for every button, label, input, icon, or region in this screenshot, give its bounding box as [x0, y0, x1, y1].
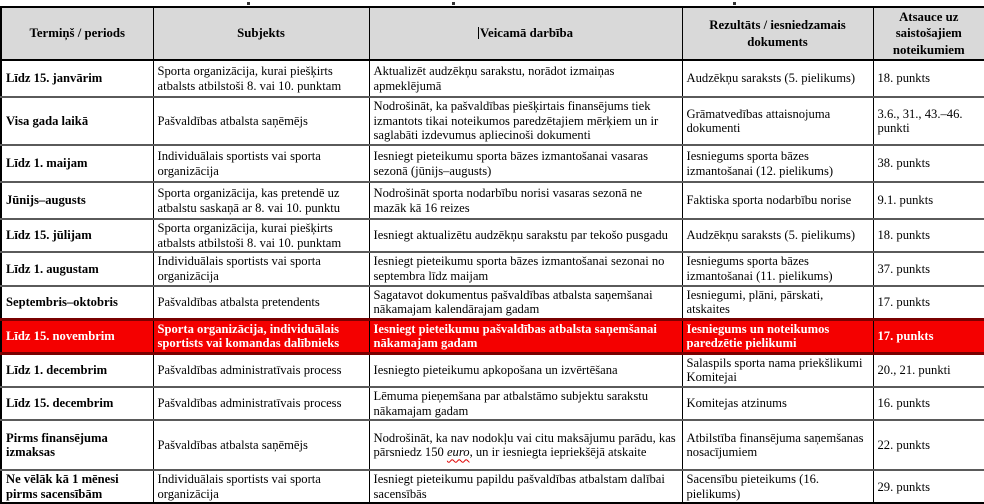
cell-action: Iesniegt pieteikumu sporta bāzes izmantošanai vasaras sezonā (jūnijs–augusts)	[369, 145, 682, 182]
cell-reference: 17. punkts	[873, 319, 984, 353]
cell-result: Iesniegumi, plāni, pārskati, atskaites	[682, 286, 873, 320]
cell-result: Audzēkņu saraksts (5. pielikums)	[682, 60, 873, 97]
cell-period: Līdz 15. janvārim	[1, 60, 153, 97]
cell-period: Septembris–oktobris	[1, 286, 153, 320]
cell-result: Iesniegums sporta bāzes izmantošanai (12. pielikums)	[682, 145, 873, 182]
cell-action: Nodrošināt, ka pašvaldības piešķirtais finansējums tiek izmantots tikai noteikumos paredzētajiem mērķiem un ir saglabāti izdevumus apliecinoši dokumenti	[369, 97, 682, 145]
table-row	[1, 353, 984, 387]
table-row	[1, 219, 984, 252]
cell-period: Līdz 15. novembrim	[1, 319, 153, 353]
cell-subject: Individuālais sportists vai sporta organizācija	[153, 252, 369, 285]
cell-action: Iesniegt pieteikumu pašvaldības atbalsta saņemšanai nākamajam gadam	[369, 319, 682, 353]
cell-result: Iesniegums sporta bāzes izmantošanai (11. pielikums)	[682, 252, 873, 285]
cell-action: Sagatavot dokumentus pašvaldības atbalsta saņemšanai nākamajam kalendārajam gadam	[369, 286, 682, 320]
text-fragment-speck	[452, 2, 455, 5]
cell-result: Iesniegums un noteikumos paredzētie pielikumi	[682, 319, 873, 353]
table-row	[1, 97, 984, 145]
header-result: Rezultāts / iesniedzamais dokuments	[682, 7, 873, 60]
cell-reference: 37. punkts	[873, 252, 984, 285]
header-subject: Subjekts	[153, 7, 369, 60]
clipped-title-fragment	[0, 0, 984, 6]
cell-subject: Pašvaldības atbalsta saņēmējs	[153, 97, 369, 145]
cell-result: Audzēkņu saraksts (5. pielikums)	[682, 219, 873, 252]
cell-action-text: Nodrošināt, ka nav nodokļu vai citu maksājumu parādu, kas pārsniedz 150	[373, 430, 676, 460]
cell-result: Faktiska sporta nodarbību norise	[682, 182, 873, 219]
cell-subject: Sporta organizācija, kurai piešķirts atbalsts atbilstoši 8. vai 10. punktam	[153, 60, 369, 97]
table-header-row	[1, 7, 984, 60]
cell-reference: 29. punkts	[873, 470, 984, 503]
cell-action: Iesniegt aktualizētu audzēkņu sarakstu par tekošo pusgadu	[369, 219, 682, 252]
cell-subject: Sporta organizācija, kas pretendē uz atbalstu saskaņā ar 8. vai 10. punktu	[153, 182, 369, 219]
cell-result: Sacensību pieteikums (16. pielikums)	[682, 470, 873, 503]
cell-action	[369, 420, 682, 470]
cell-action-text: , un ir iesniegta iepriekšējā atskaite	[469, 445, 647, 460]
euro-word-spellcheck: euro	[446, 445, 470, 460]
table-row	[1, 252, 984, 285]
cell-result: Komitejas atzinums	[682, 387, 873, 420]
cell-reference: 16. punkts	[873, 387, 984, 420]
cell-subject: Individuālais sportists vai sporta organizācija	[153, 145, 369, 182]
header-reference: Atsauce uz saistošajiem noteikumiem	[873, 7, 984, 60]
cell-action: Aktualizēt audzēkņu sarakstu, norādot izmaiņas apmeklējumā	[369, 60, 682, 97]
cell-action: Iesniegto pieteikumu apkopošana un izvērtēšana	[369, 353, 682, 387]
cell-action: Iesniegt pieteikumu papildu pašvaldības atbalstam dalībai sacensībās	[369, 470, 682, 503]
cell-reference: 18. punkts	[873, 60, 984, 97]
cell-subject: Sporta organizācija, individuālais sportists vai komandas dalībnieks	[153, 319, 369, 353]
table-row	[1, 60, 984, 97]
cell-subject: Individuālais sportists vai sporta organizācija	[153, 470, 369, 503]
cell-reference: 38. punkts	[873, 145, 984, 182]
table-row	[1, 470, 984, 503]
cell-reference: 18. punkts	[873, 219, 984, 252]
deadlines-table	[0, 6, 984, 504]
table-row	[1, 145, 984, 182]
cell-reference: 20., 21. punkti	[873, 353, 984, 387]
cell-result: Atbilstība finansējuma saņemšanas nosacījumiem	[682, 420, 873, 470]
text-fragment-speck	[247, 2, 250, 5]
table-row	[1, 387, 984, 420]
cell-action: Lēmuma pieņemšana par atbalstāmo subjektu sarakstu nākamajam gadam	[369, 387, 682, 420]
header-action-label: Veicamā darbība	[479, 26, 574, 41]
cell-period: Līdz 15. jūlijam	[1, 219, 153, 252]
cell-period: Līdz 15. decembrim	[1, 387, 153, 420]
cell-reference: 22. punkts	[873, 420, 984, 470]
cell-action: Iesniegt pieteikumu sporta bāzes izmantošanai sezonai no septembra līdz maijam	[369, 252, 682, 285]
cell-subject: Sporta organizācija, kurai piešķirts atbalsts atbilstoši 8. vai 10. punktam	[153, 219, 369, 252]
cell-period: Ne vēlāk kā 1 mēnesi pirms sacensībām	[1, 470, 153, 503]
cell-result: Salaspils sporta nama priekšlikumi Komitejai	[682, 353, 873, 387]
text-fragment-speck	[733, 2, 736, 5]
text-cursor	[478, 27, 479, 39]
cell-period: Visa gada laikā	[1, 97, 153, 145]
cell-subject: Pašvaldības atbalsta saņēmējs	[153, 420, 369, 470]
cell-action: Nodrošināt sporta nodarbību norisi vasaras sezonā ne mazāk kā 16 reizes	[369, 182, 682, 219]
cell-period: Līdz 1. maijam	[1, 145, 153, 182]
cell-subject: Pašvaldības administratīvais process	[153, 353, 369, 387]
header-action	[369, 7, 682, 60]
header-period: Termiņš / periods	[1, 7, 153, 60]
cell-result: Grāmatvedības attaisnojuma dokumenti	[682, 97, 873, 145]
cell-period: Pirms finansējuma izmaksas	[1, 420, 153, 470]
table-row-highlighted	[1, 319, 984, 353]
cell-reference: 3.6., 31., 43.–46. punkti	[873, 97, 984, 145]
cell-period: Jūnijs–augusts	[1, 182, 153, 219]
cell-reference: 17. punkts	[873, 286, 984, 320]
table-row	[1, 286, 984, 320]
cell-period: Līdz 1. augustam	[1, 252, 153, 285]
cell-reference: 9.1. punkts	[873, 182, 984, 219]
cell-subject: Pašvaldības atbalsta pretendents	[153, 286, 369, 320]
table-row	[1, 182, 984, 219]
cell-period: Līdz 1. decembrim	[1, 353, 153, 387]
table-row	[1, 420, 984, 470]
cell-subject: Pašvaldības administratīvais process	[153, 387, 369, 420]
